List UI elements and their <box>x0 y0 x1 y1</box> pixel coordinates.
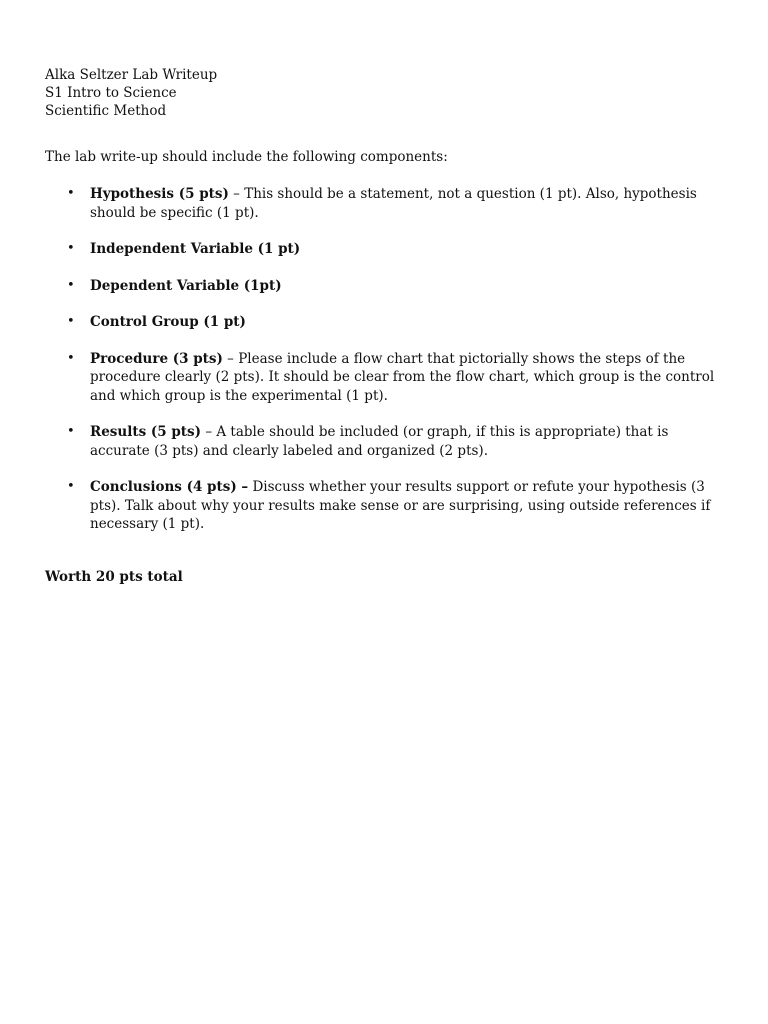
document-page <box>45 66 725 599</box>
component-term: Control Group (1 pt) <box>90 314 246 330</box>
component-term: Conclusions (4 pts) – <box>90 479 249 495</box>
list-item-hypothesis <box>45 185 725 222</box>
list-item-procedure <box>45 350 725 406</box>
bullet-icon: • <box>67 314 75 329</box>
list-item-control-group <box>45 313 725 332</box>
document-title: Alka Seltzer Lab Writeup <box>45 67 218 83</box>
components-list <box>45 185 725 534</box>
total-points: Worth 20 pts total <box>45 568 183 585</box>
list-item-independent-variable <box>45 240 725 259</box>
list-item-dependent-variable <box>45 277 725 296</box>
component-description: – This should be a statement, not a question (1 pt). Also, hypothesis should be specific (1 pt). <box>90 186 697 221</box>
intro-text: The lab write-up should include the following components: <box>45 149 448 165</box>
component-term: Results (5 pts) <box>90 424 202 440</box>
bullet-icon: • <box>67 241 75 256</box>
bullet-icon: • <box>67 424 75 439</box>
bullet-icon: • <box>67 479 75 494</box>
list-item-results <box>45 423 725 460</box>
unit-name: Scientific Method <box>45 103 167 119</box>
component-term: Independent Variable (1 pt) <box>90 241 301 257</box>
bullet-icon: • <box>67 277 75 293</box>
component-description: – A table should be included (or graph, if this is appropriate) that is accurate (3 pts) and clearly labeled and organized (2 pts). <box>90 424 669 459</box>
component-description: Discuss whether your results support or refute your hypothesis (3 pts). Talk about why your results make sense or are surprising, using outside references if necessary (1 pt). <box>90 479 711 532</box>
bullet-icon: • <box>67 186 75 201</box>
course-name: S1 Intro to Science <box>45 85 177 101</box>
component-description: – Please include a flow chart that pictorially shows the steps of the procedure clearly (2 pts). It should be clear from the flow chart, which group is the control and which group is the experimental (1 pt). <box>90 350 715 404</box>
list-item-conclusions <box>45 478 725 534</box>
component-term: Dependent Variable (1pt) <box>90 277 282 294</box>
component-term: Hypothesis (5 pts) <box>90 186 229 202</box>
component-term: Procedure (3 pts) <box>90 350 223 367</box>
bullet-icon: • <box>67 350 75 366</box>
